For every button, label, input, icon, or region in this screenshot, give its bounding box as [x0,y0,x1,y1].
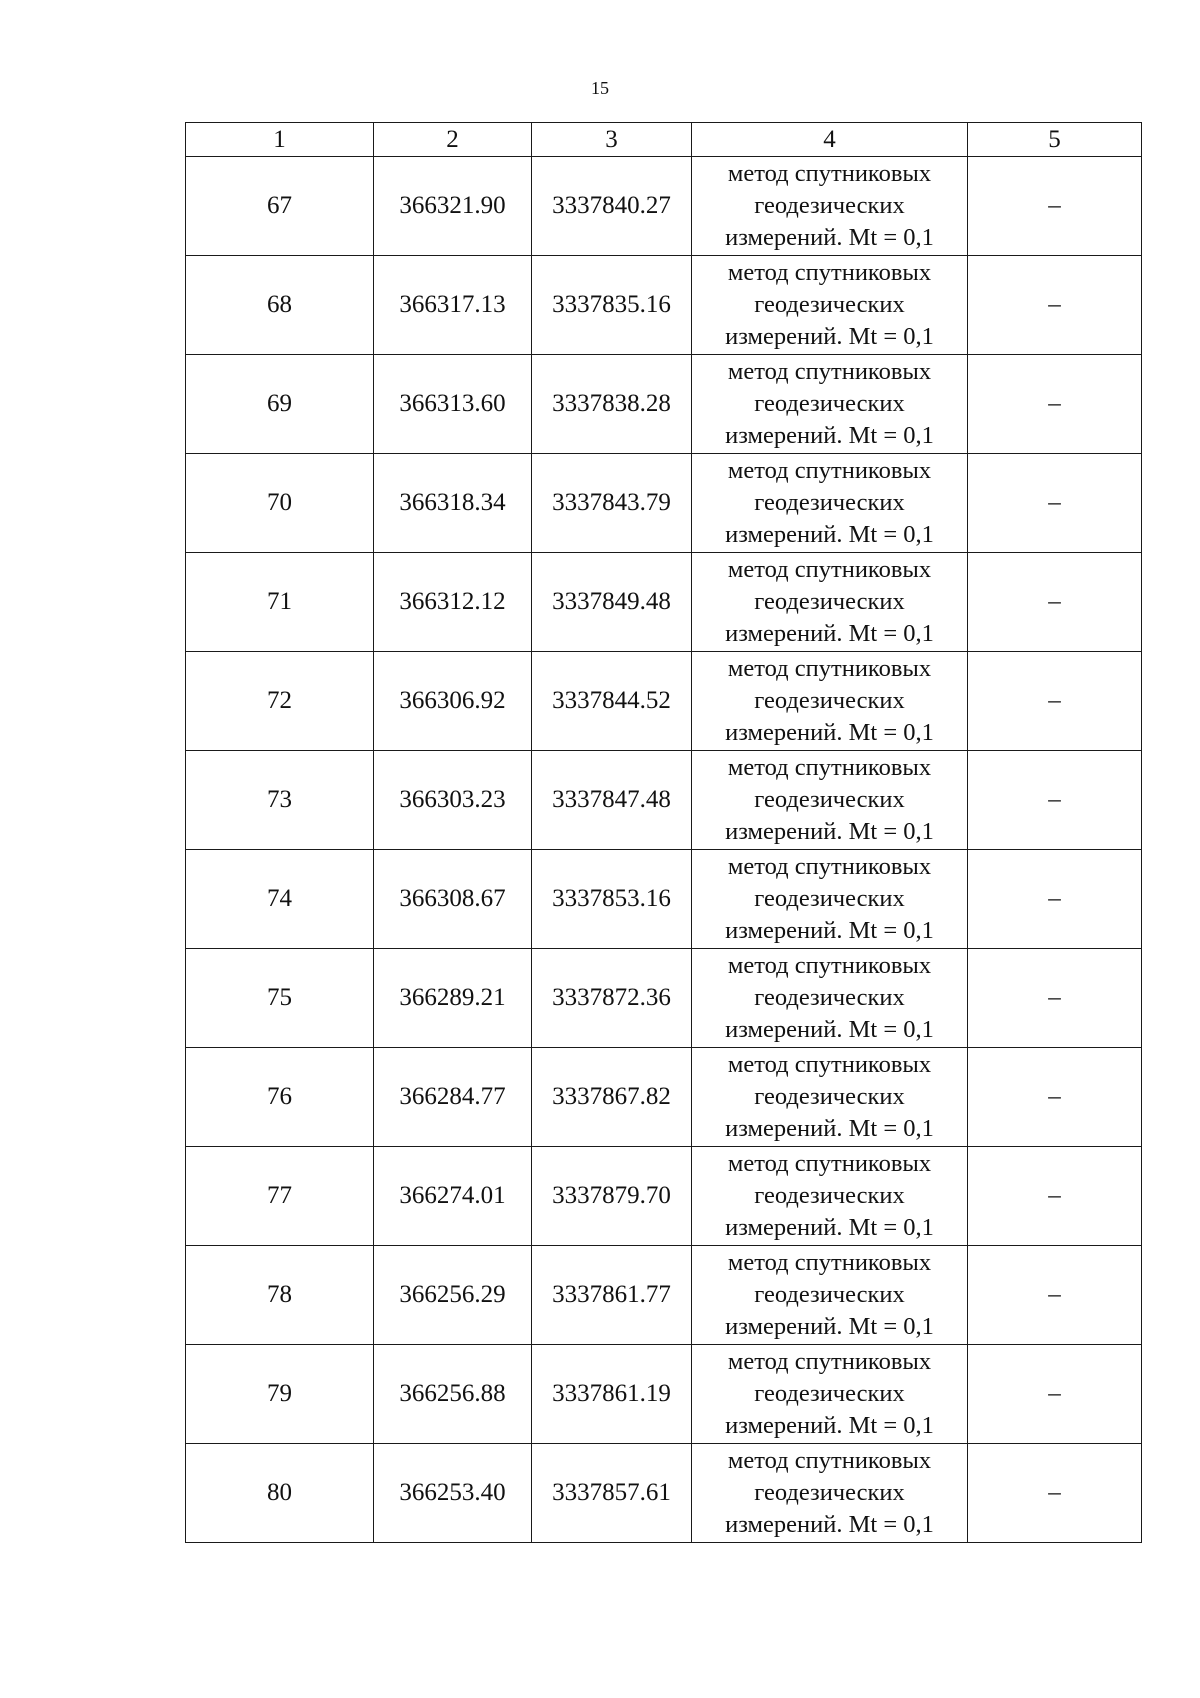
note-cell: – [968,553,1142,652]
method-cell [692,454,968,553]
method-line: геодезических [754,588,905,615]
table-row [186,256,1142,355]
point-number-cell: 71 [186,553,374,652]
x-coordinate-cell: 366253.40 [374,1444,532,1543]
y-coordinate-cell: 3337853.16 [532,850,692,949]
x-coordinate-cell: 366317.13 [374,256,532,355]
method-line: геодезических [754,687,905,714]
y-coordinate-cell: 3337879.70 [532,1147,692,1246]
note-cell: – [968,157,1142,256]
method-cell [692,1444,968,1543]
point-number-cell: 74 [186,850,374,949]
y-coordinate-cell: 3337857.61 [532,1444,692,1543]
method-line: метод спутниковых [727,259,932,286]
method-line: измерений. Mt = 0,1 [725,1313,934,1340]
note-cell: – [968,1345,1142,1444]
method-cell [692,751,968,850]
method-line: геодезических [754,390,905,417]
y-coordinate-cell: 3337840.27 [532,157,692,256]
y-coordinate-cell: 3337867.82 [532,1048,692,1147]
method-line: метод спутниковых [727,457,932,484]
method-line: метод спутниковых [727,358,932,385]
method-line: геодезических [754,291,905,318]
method-line: метод спутниковых [727,952,932,979]
method-cell [692,652,968,751]
table-row [186,454,1142,553]
x-coordinate-cell: 366289.21 [374,949,532,1048]
y-coordinate-cell: 3337861.77 [532,1246,692,1345]
method-cell [692,949,968,1048]
method-line: измерений. Mt = 0,1 [725,1115,934,1142]
table-row [186,652,1142,751]
table-body [186,157,1142,1543]
method-line: измерений. Mt = 0,1 [725,1412,934,1439]
table-row [186,949,1142,1048]
method-line: метод спутниковых [727,1348,932,1375]
x-coordinate-cell: 366306.92 [374,652,532,751]
method-cell [692,850,968,949]
header-col-2: 2 [374,123,532,157]
header-col-5: 5 [968,123,1142,157]
point-number-cell: 70 [186,454,374,553]
method-line: геодезических [754,1281,905,1308]
header-row [186,123,1142,157]
table-row [186,355,1142,454]
note-cell: – [968,355,1142,454]
method-line: геодезических [754,192,905,219]
method-line: геодезических [754,786,905,813]
method-line: метод спутниковых [727,1051,932,1078]
method-line: измерений. Mt = 0,1 [725,1214,934,1241]
page-number: 15 [591,78,609,98]
method-line: измерений. Mt = 0,1 [725,224,934,251]
coordinates-table [185,122,1142,1543]
method-line: измерений. Mt = 0,1 [725,620,934,647]
method-line: измерений. Mt = 0,1 [725,323,934,350]
y-coordinate-cell: 3337835.16 [532,256,692,355]
note-cell: – [968,1048,1142,1147]
point-number-cell: 79 [186,1345,374,1444]
method-line: геодезических [754,489,905,516]
note-cell: – [968,850,1142,949]
x-coordinate-cell: 366256.29 [374,1246,532,1345]
method-line: измерений. Mt = 0,1 [725,1016,934,1043]
note-cell: – [968,256,1142,355]
y-coordinate-cell: 3337838.28 [532,355,692,454]
y-coordinate-cell: 3337844.52 [532,652,692,751]
point-number-cell: 67 [186,157,374,256]
note-cell: – [968,1444,1142,1543]
method-line: геодезических [754,984,905,1011]
point-number-cell: 69 [186,355,374,454]
method-cell [692,1246,968,1345]
point-number-cell: 77 [186,1147,374,1246]
method-line: измерений. Mt = 0,1 [725,521,934,548]
note-cell: – [968,652,1142,751]
method-line: геодезических [754,885,905,912]
table-row [186,751,1142,850]
point-number-cell: 76 [186,1048,374,1147]
y-coordinate-cell: 3337847.48 [532,751,692,850]
y-coordinate-cell: 3337843.79 [532,454,692,553]
header-col-1: 1 [186,123,374,157]
y-coordinate-cell: 3337861.19 [532,1345,692,1444]
method-line: метод спутниковых [727,754,932,781]
x-coordinate-cell: 366284.77 [374,1048,532,1147]
method-cell [692,1147,968,1246]
method-line: метод спутниковых [727,1447,932,1474]
note-cell: – [968,1246,1142,1345]
point-number-cell: 73 [186,751,374,850]
method-line: метод спутниковых [727,1150,932,1177]
table-row [186,1345,1142,1444]
note-cell: – [968,1147,1142,1246]
header-col-3: 3 [532,123,692,157]
x-coordinate-cell: 366256.88 [374,1345,532,1444]
method-line: метод спутниковых [727,160,932,187]
method-line: геодезических [754,1083,905,1110]
method-line: измерений. Mt = 0,1 [725,719,934,746]
point-number-cell: 78 [186,1246,374,1345]
header-col-4: 4 [692,123,968,157]
note-cell: – [968,949,1142,1048]
y-coordinate-cell: 3337849.48 [532,553,692,652]
x-coordinate-cell: 366321.90 [374,157,532,256]
y-coordinate-cell: 3337872.36 [532,949,692,1048]
table-row [186,1048,1142,1147]
point-number-cell: 72 [186,652,374,751]
x-coordinate-cell: 366303.23 [374,751,532,850]
table-header [186,123,1142,157]
x-coordinate-cell: 366313.60 [374,355,532,454]
method-line: метод спутниковых [727,1249,932,1276]
point-number-cell: 68 [186,256,374,355]
table-row [186,1246,1142,1345]
point-number-cell: 80 [186,1444,374,1543]
method-cell [692,553,968,652]
method-line: измерений. Mt = 0,1 [725,917,934,944]
x-coordinate-cell: 366274.01 [374,1147,532,1246]
method-line: метод спутниковых [727,655,932,682]
table-row [186,850,1142,949]
method-cell [692,1048,968,1147]
x-coordinate-cell: 366308.67 [374,850,532,949]
table-row [186,1444,1142,1543]
method-cell [692,157,968,256]
x-coordinate-cell: 366312.12 [374,553,532,652]
method-cell [692,355,968,454]
method-line: метод спутниковых [727,556,932,583]
method-line: геодезических [754,1479,905,1506]
note-cell: – [968,454,1142,553]
method-line: геодезических [754,1182,905,1209]
method-line: измерений. Mt = 0,1 [725,818,934,845]
method-line: метод спутниковых [727,853,932,880]
method-line: геодезических [754,1380,905,1407]
x-coordinate-cell: 366318.34 [374,454,532,553]
method-line: измерений. Mt = 0,1 [725,422,934,449]
table-row [186,553,1142,652]
note-cell: – [968,751,1142,850]
method-cell [692,256,968,355]
table-row [186,157,1142,256]
table-row [186,1147,1142,1246]
method-line: измерений. Mt = 0,1 [725,1511,934,1538]
point-number-cell: 75 [186,949,374,1048]
method-cell [692,1345,968,1444]
